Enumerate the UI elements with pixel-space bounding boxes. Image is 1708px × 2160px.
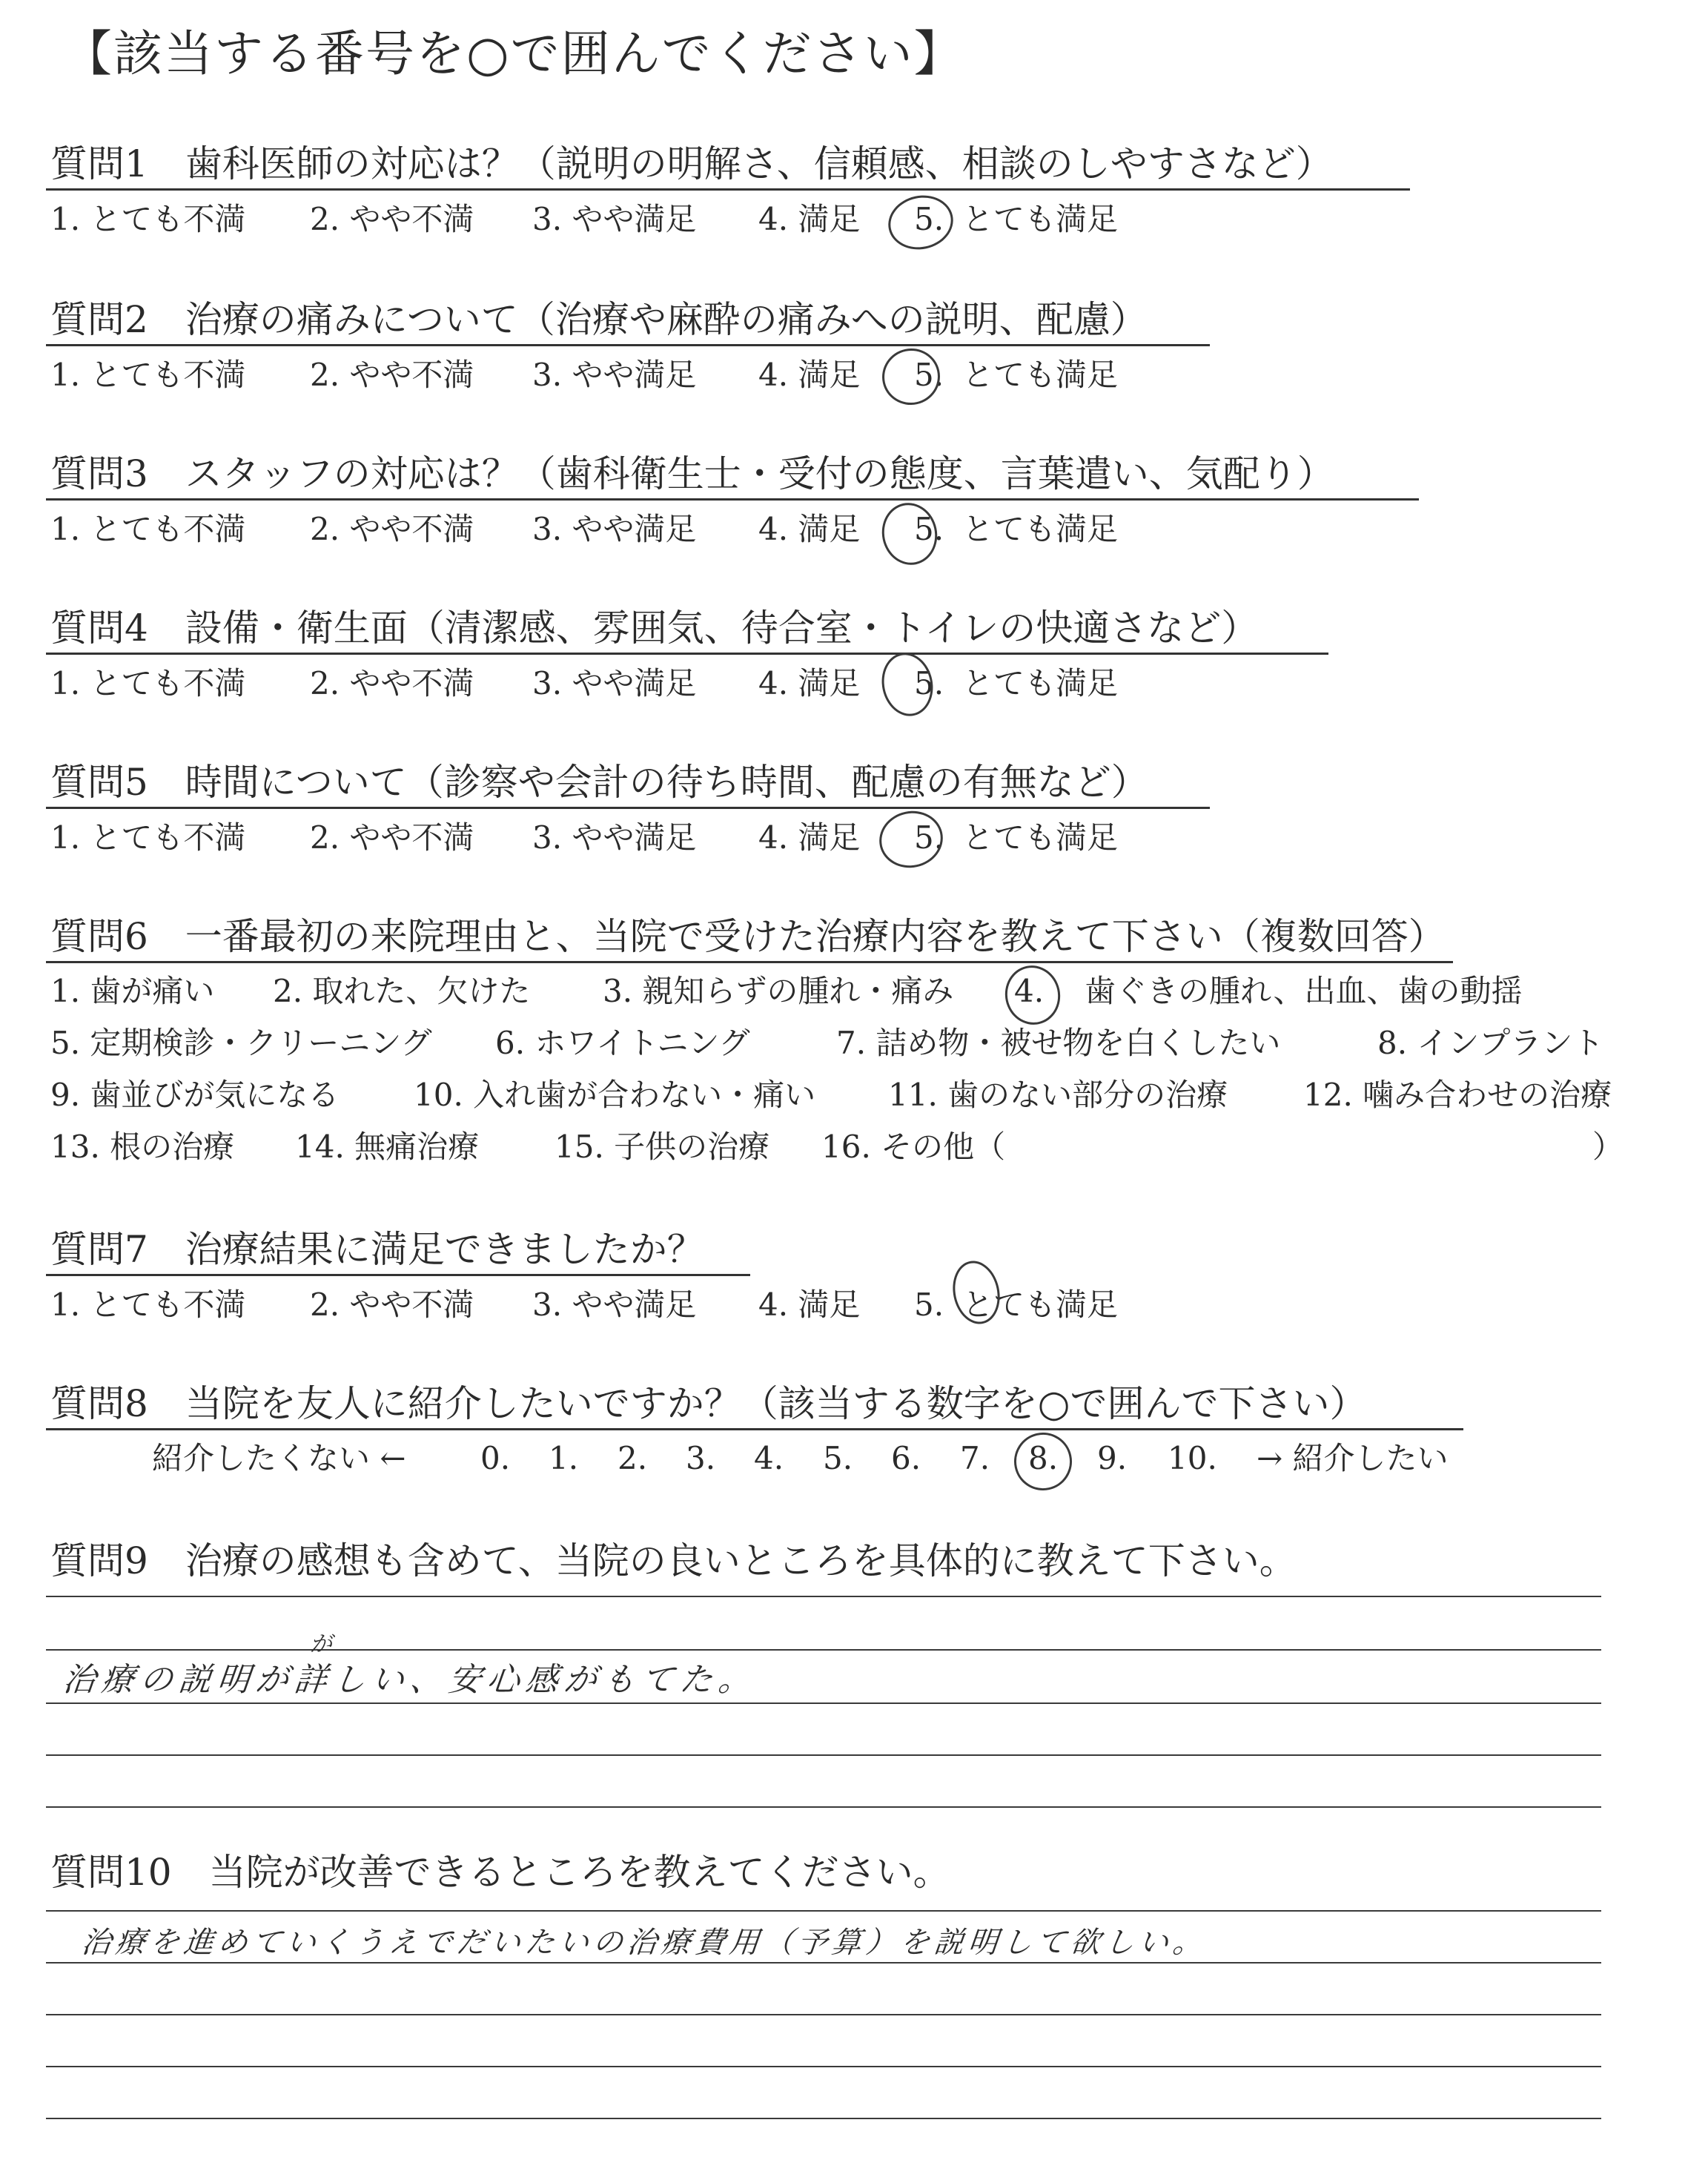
q7-option-5-label[interactable]: とても満足 [962,1287,1119,1323]
q2-option-5-label[interactable]: とても満足 [962,357,1119,393]
q7-option-1[interactable]: 1. とても不満 [50,1287,246,1323]
q3-underline [46,498,1419,501]
q5-option-5-number[interactable]: 5. [914,819,944,856]
q8-scale-9[interactable]: 9. [1097,1440,1128,1476]
q10-answer-line-1 [46,1910,1601,1912]
q3-option-2[interactable]: 2. やや不満 [310,511,474,547]
q6-title: 質問6 一番最初の来院理由と、当院で受けた治療内容を教えて下さい（複数回答） [50,915,1446,958]
q9-answer-line-1 [46,1596,1601,1597]
q2-underline [46,344,1210,346]
q6-selection-circle [999,960,1065,1030]
q8-scale-6[interactable]: 6. [891,1440,921,1476]
q3-option-5-number[interactable]: 5. [914,511,944,547]
q5-option-5-label[interactable]: とても満足 [962,819,1119,856]
q6-option-7[interactable]: 7. 詰め物・被せ物を白くしたい [836,1025,1281,1061]
q3-title: 質問3 スタッフの対応は？（歯科衛生士・受付の態度、言葉遣い、気配り） [50,452,1334,495]
q7-title: 質問7 治療結果に満足できましたか？ [50,1228,704,1271]
q2-option-4[interactable]: 4. 満足 [758,357,861,393]
q4-title: 質問4 設備・衛生面（清潔感、雰囲気、待合室・トイレの快適さなど） [50,607,1259,650]
q8-selection-circle [1009,1427,1078,1496]
q8-scale-5[interactable]: 5. [823,1440,853,1476]
q8-scale-2[interactable]: 2. [618,1440,648,1476]
q6-option-16[interactable]: 16. その他（ [821,1129,1006,1165]
q6-option-12[interactable]: 12. 噛み合わせの治療 [1303,1077,1612,1113]
q3-option-4[interactable]: 4. 満足 [758,511,861,547]
q4-option-1[interactable]: 1. とても不満 [50,665,246,701]
q8-left-label: 紹介したくない ← [152,1440,406,1476]
q1-option-2[interactable]: 2. やや不満 [310,201,474,237]
q6-option-3[interactable]: 3. 親知らずの腫れ・痛み [603,973,954,1009]
q6-option-11[interactable]: 11. 歯のない部分の治療 [888,1077,1228,1113]
q4-option-2[interactable]: 2. やや不満 [310,665,474,701]
q4-option-5-number[interactable]: 5. [914,665,944,701]
q7-option-2[interactable]: 2. やや不満 [310,1287,474,1323]
q8-right-label: → 紹介したい [1257,1440,1449,1476]
q8-title: 質問8 当院を友人に紹介したいですか？（該当する数字を○で囲んで下さい） [50,1382,1367,1425]
q6-option-6[interactable]: 6. ホワイトニング [495,1025,750,1061]
q9-answer-line-5 [46,1806,1601,1808]
q9-answer-line-3 [46,1702,1601,1704]
q7-option-5-number[interactable]: 5. [914,1287,944,1323]
q3-selection-circle [876,498,943,570]
q8-scale-1[interactable]: 1. [549,1440,579,1476]
q1-option-1[interactable]: 1. とても不満 [50,201,246,237]
q6-option-15[interactable]: 15. 子供の治療 [555,1129,770,1165]
form-header: 【該当する番号を○で囲んでください】 [63,25,964,82]
q6-option-4-label[interactable]: 歯ぐきの腫れ、出血、歯の動揺 [1085,973,1523,1009]
q5-option-2[interactable]: 2. やや不満 [310,819,474,856]
q6-option-2[interactable]: 2. 取れた、欠けた [273,973,531,1009]
q1-option-5-label[interactable]: とても満足 [962,201,1119,237]
q7-option-3[interactable]: 3. やや満足 [532,1287,697,1323]
q10-answer-line-4 [46,2066,1601,2067]
q8-scale-10[interactable]: 10. [1168,1440,1217,1476]
q2-option-5-number[interactable]: 5. [914,357,944,393]
q8-underline [46,1428,1463,1430]
q6-underline [46,961,1453,963]
q3-option-5-label[interactable]: とても満足 [962,511,1119,547]
q9-title: 質問9 治療の感想も含めて、当院の良いところを具体的に教えて下さい。 [50,1539,1297,1582]
q7-option-4[interactable]: 4. 満足 [758,1287,861,1323]
q5-title: 質問5 時間について（診察や会計の待ち時間、配慮の有無など） [50,761,1148,804]
q5-option-4[interactable]: 4. 満足 [758,819,861,856]
q6-option-9[interactable]: 9. 歯並びが気になる [50,1077,340,1113]
q7-underline [46,1274,750,1276]
q2-selection-circle [877,343,945,411]
q5-option-3[interactable]: 3. やや満足 [532,819,697,856]
q1-selection-circle [883,190,958,256]
q2-title: 質問2 治療の痛みについて（治療や麻酔の痛みへの説明、配慮） [50,298,1148,341]
q10-answer-line-5 [46,2118,1601,2119]
q10-title: 質問10 当院が改善できるところを教えてください。 [50,1851,950,1894]
q6-option-4-number[interactable]: 4. [1014,973,1045,1009]
q4-selection-circle [876,648,939,721]
q6-option-16-close: ） [1592,1129,1624,1165]
q8-scale-0[interactable]: 0. [480,1440,511,1476]
q9-answer-line-4 [46,1754,1601,1756]
q4-underline [46,653,1328,655]
q9-handwritten-correction: が [310,1631,332,1657]
q10-answer-line-3 [46,2014,1601,2015]
q8-scale-4[interactable]: 4. [754,1440,784,1476]
q3-option-1[interactable]: 1. とても不満 [50,511,246,547]
q5-selection-circle [874,805,948,873]
q1-option-4[interactable]: 4. 満足 [758,201,861,237]
q6-option-8[interactable]: 8. インプラント [1377,1025,1604,1061]
q5-option-1[interactable]: 1. とても不満 [50,819,246,856]
q1-underline [46,188,1410,191]
q6-option-5[interactable]: 5. 定期検診・クリーニング [50,1025,432,1061]
q8-scale-3[interactable]: 3. [686,1440,716,1476]
q3-option-3[interactable]: 3. やや満足 [532,511,697,547]
q2-option-2[interactable]: 2. やや不満 [310,357,474,393]
q2-option-3[interactable]: 3. やや満足 [532,357,697,393]
q4-option-3[interactable]: 3. やや満足 [532,665,697,701]
q9-handwritten-answer: 治療の説明が詳しい、安心感がもてた。 [61,1661,759,1699]
q2-option-1[interactable]: 1. とても不満 [50,357,246,393]
q1-option-5-number[interactable]: 5. [914,201,944,237]
q6-option-13[interactable]: 13. 根の治療 [50,1129,235,1165]
q4-option-5-label[interactable]: とても満足 [962,665,1119,701]
q8-scale-7[interactable]: 7. [960,1440,990,1476]
q1-title: 質問1 歯科医師の対応は？（説明の明解さ、信頼感、相談のしやすさなど） [50,142,1333,185]
q10-answer-line-2 [46,1962,1601,1964]
q6-option-14[interactable]: 14. 無痛治療 [295,1129,480,1165]
q1-option-3[interactable]: 3. やや満足 [532,201,697,237]
q5-underline [46,807,1210,809]
q8-scale-8[interactable]: 8. [1028,1440,1059,1476]
q9-answer-line-2 [46,1649,1601,1651]
q4-option-4[interactable]: 4. 満足 [758,665,861,701]
q6-option-10[interactable]: 10. 入れ歯が合わない・痛い [414,1077,816,1113]
q10-handwritten-answer: 治療を進めていくうえでだいたいの治療費用（予算）を説明して欲しい。 [79,1926,1209,1960]
q6-option-1[interactable]: 1. 歯が痛い [50,973,215,1009]
